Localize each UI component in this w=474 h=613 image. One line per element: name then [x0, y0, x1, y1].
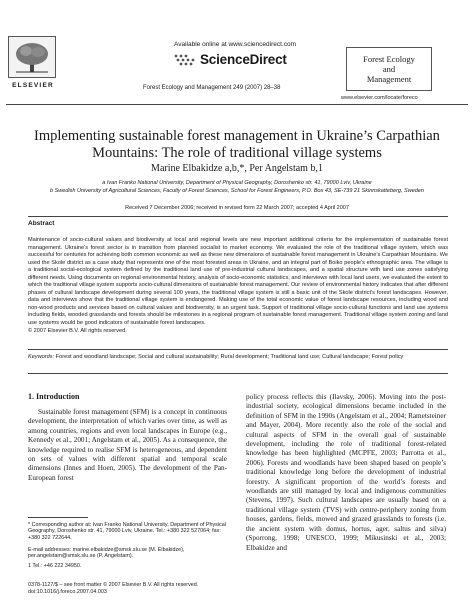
issn-line: 0378-1127/$ – see front matter © 2007 Elsevier B.V. All rights reserved. [28, 582, 199, 588]
article-title [20, 128, 454, 162]
sciencedirect-dots-icon [173, 53, 199, 67]
journal-box-line3: Management [366, 74, 412, 84]
journal-box-line2: and [382, 64, 396, 74]
abstract-heading: Abstract [28, 220, 55, 227]
keywords-divider [28, 373, 448, 374]
footnote-tel: 1 Tel.: +46 222 34950. [28, 563, 82, 569]
tree-icon [12, 40, 52, 74]
affiliation-a: a Ivan Franko National University, Department of Physical Geography, Doroshenko str. 41, 79000 Lviv, Ukraine [102, 180, 372, 186]
affiliation-b: b Swedish University of Agricultural Sciences, Faculty of Forest Sciences, School for Forest Engineers, P.O. Box 43, SE-739 21 Skinnskatteberg, Sweden [50, 188, 424, 194]
online-availability: Available online at www.sciencedirect.com [174, 41, 296, 48]
publisher-name: ELSEVIER [12, 82, 54, 89]
journal-box-line1: Forest Ecology [363, 54, 415, 64]
right-column [246, 393, 446, 553]
abstract-bottom-divider [28, 349, 448, 350]
sciencedirect-wordmark: ScienceDirect [200, 52, 287, 67]
keywords-list: Forest and woodland landscape; Social and cultural sustainability; Rural development; Traditional land use; Cultural landscape; Forest policy [55, 354, 404, 360]
abstract-body [28, 237, 448, 335]
abstract-copyright: © 2007 Elsevier B.V. All rights reserved. [28, 327, 127, 334]
journal-url[interactable]: www.elsevier.com/locate/foreco [341, 95, 418, 101]
keywords-label: Keywords: [28, 354, 55, 360]
title-line-2: Mountains: The role of traditional village systems [92, 145, 382, 161]
footnote-corresponding: * Corresponding author at: Ivan Franko National University, Department of Physical Geography, Doroshenko str. 41, 79000 Lviv, Ukraine. Tel.: +380 322 527064; fax: +380 322 722644. [28, 522, 226, 541]
footnote-email: E-mail addresses: marine.elbakidze@smsk.slu.se (M. Elbakidze), per.angelstam@smsk.slu.se (P. Angelstam). [28, 547, 185, 560]
left-paragraph: Sustainable forest management (SFM) is a concept in continuous development, the interpretation of which varies over time, as well as among countries, regions and even local landscapes in Europe (e.g., Kennedy et al., 2001; Angelstam et al., 2005). As a consequence, the knowledge required to realise SFM is heterogeneous, and dependent on sets of values with different spatial and temporal scale dimensions (Innes and Hoen, 2005). The development of the Pan-European forest [28, 408, 227, 482]
received-dates: Received 7 December 2006; received in revised form 22 March 2007; accepted 4 April 2007 [125, 205, 349, 211]
doi-line[interactable]: doi:10.1016/j.foreco.2007.04.003 [28, 589, 107, 595]
elsevier-tree-logo [8, 36, 56, 78]
abstract-top-divider [28, 216, 448, 217]
journal-reference: Forest Ecology and Management 249 (2007) 28–38 [143, 85, 281, 91]
title-line-1: Implementing sustainable forest management in Ukraine’s Carpathian [34, 128, 440, 144]
header-divider [6, 104, 468, 105]
abstract-text: Maintenance of socio-cultural values and biodiversity at local and regional levels are new important additional criteria for the implementation of sustainable forest management. Ukraine’s forest sector is in transition from planned socialist to market economy. We evaluated the role of the traditional village system, which was successful for centuries for achieving both common economic as well as these new dimensions of sustainable forest management in Ukraine’s Carpathian Mountains. We used the Skole district as a case study that represents one of the most forested areas in Ukraine, and an integral part of Boiko people’s ethnographic area. The village is a traditional social-ecological system defined by the traditional land use of pre-industrial cultural landscapes, and a spatial structure with land use zones satisfying different needs. Using documents on regional environmental history, analysis of socio-economic statistics, and interviews with local land users, we evaluated the extent to which the traditional village system supports socio-cultural dimensions of sustainable forest management. Our review of environmental history indicates that after different phases of cultural landscape development during several 100 years, the traditional village system is still a basic unit of the Skole district’s forest landscapes. However, data and interviews show that the traditional village system is endangered. Making use of the total economic value of forest landscape resources, including wood and non-wood products and services based on cultural values and biodiversity, is an urgent task. Support of traditional village socio-cultural functions and land use systems including fields, wooded grasslands and forests should be milestones in a regional program of sustainable forest management. Traditional village system zoning and land use systems would be good indicators of sustainable forest landscapes. [28, 237, 448, 327]
right-paragraph: policy process reflects this (Ilavsky, 2006). Moving into the post-industrial society, ecological dimensions became included in the definition of SFM in the 1990s (Angelstam et al., 2004; Rametsteiner and Mayer, 2004). More recently also the role of the social and cultural aspects of SFM in the overall goal of sustainable development, including the role of traditional forest-related knowledge has been highlighted (MCPFE, 2003; Parrotta et al., 2006). Forests and woodlands have been shaped based on people’s traditional knowledge long before the development of industrial forestry. A significant proportion of the world’s forests and woodlands are still managed by local and indigenous communities (Stevens, 1997). Such cultural landscapes are usually based on a traditional village system (TVS) with centre-periphery zoning from houses, gardens, fields, mowed and grazed grasslands to forests (i.e. the ancient system with domus, hortus, ager, saltus and silva) (Sporrong, 1998; UNESCO, 1999; Mikusinski et al., 2003; Elbakidze and [246, 393, 446, 552]
keywords [28, 354, 448, 360]
journal-title-box [346, 47, 432, 91]
authors: Marine Elbakidze a,b,*, Per Angelstam b,1 [151, 163, 323, 174]
footnote-divider [28, 517, 88, 518]
section-heading: 1. Introduction [28, 392, 80, 401]
left-column [28, 408, 227, 483]
